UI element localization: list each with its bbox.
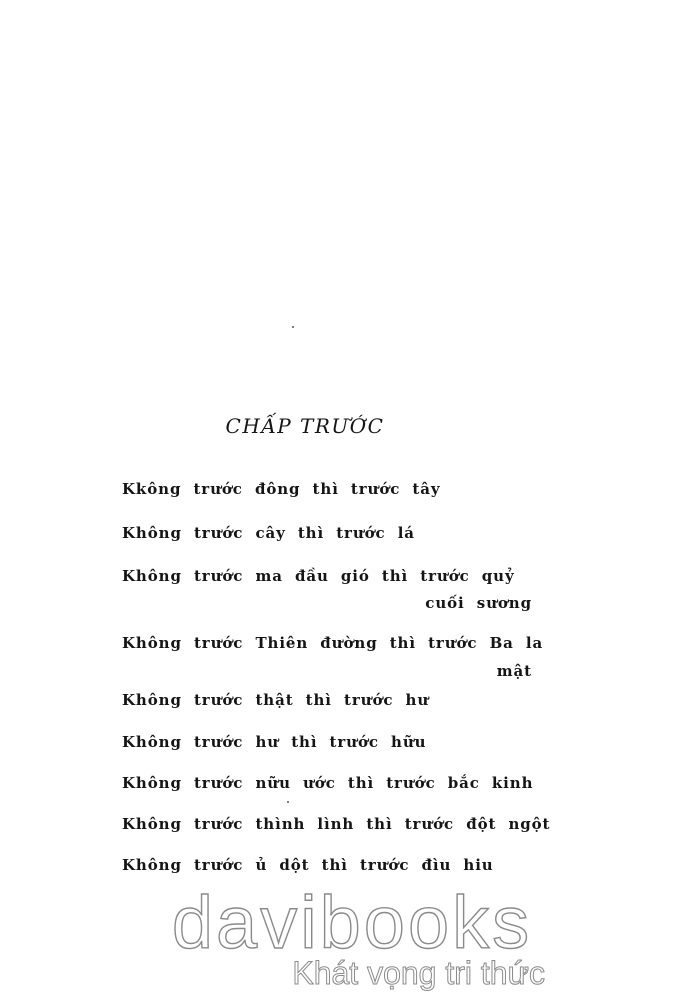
- poem-line-text: Không trước Thiên đường thì trước Ba la: [122, 634, 544, 652]
- watermark-brand: davibooks: [171, 881, 533, 964]
- poem-line: [122, 524, 532, 542]
- poem-line-text: Không trước ủ dột thì trước đìu hiu: [122, 856, 494, 874]
- poem-line: [122, 634, 544, 652]
- poem-line: [122, 733, 532, 751]
- poem-line-text: Không trước cây thì trước lá: [122, 524, 415, 542]
- poem-line-continuation: cuối sương: [425, 594, 532, 612]
- poem-line: [122, 856, 532, 874]
- poem-line-text: Không trước thật thì trước hư: [122, 691, 430, 709]
- watermark-tagline: Khát vọng tri thức: [292, 955, 545, 991]
- poem-line: [122, 567, 532, 585]
- poem-line: [122, 480, 532, 498]
- poem-line-continuation: mật: [496, 662, 532, 680]
- poem-line: [122, 815, 551, 833]
- poem-line-text: Không trước nữu ước thì trước bắc kinh: [122, 774, 534, 792]
- poem-title: CHẤP TRƯỚC: [225, 414, 385, 438]
- poem-line-text: Không trước thình lình thì trước đột ngột: [122, 815, 551, 833]
- ink-speck: [287, 801, 289, 803]
- poem-line-text: Không trước ma đầu gió thì trước quỷ: [122, 567, 515, 585]
- poem-line-text: Không trước hư thì trước hữu: [122, 733, 427, 751]
- poem-line: [122, 691, 532, 709]
- poem-line: [122, 774, 532, 792]
- poem-line-text: Kkông trước đông thì trước tây: [122, 480, 441, 498]
- ink-speck: [292, 326, 294, 328]
